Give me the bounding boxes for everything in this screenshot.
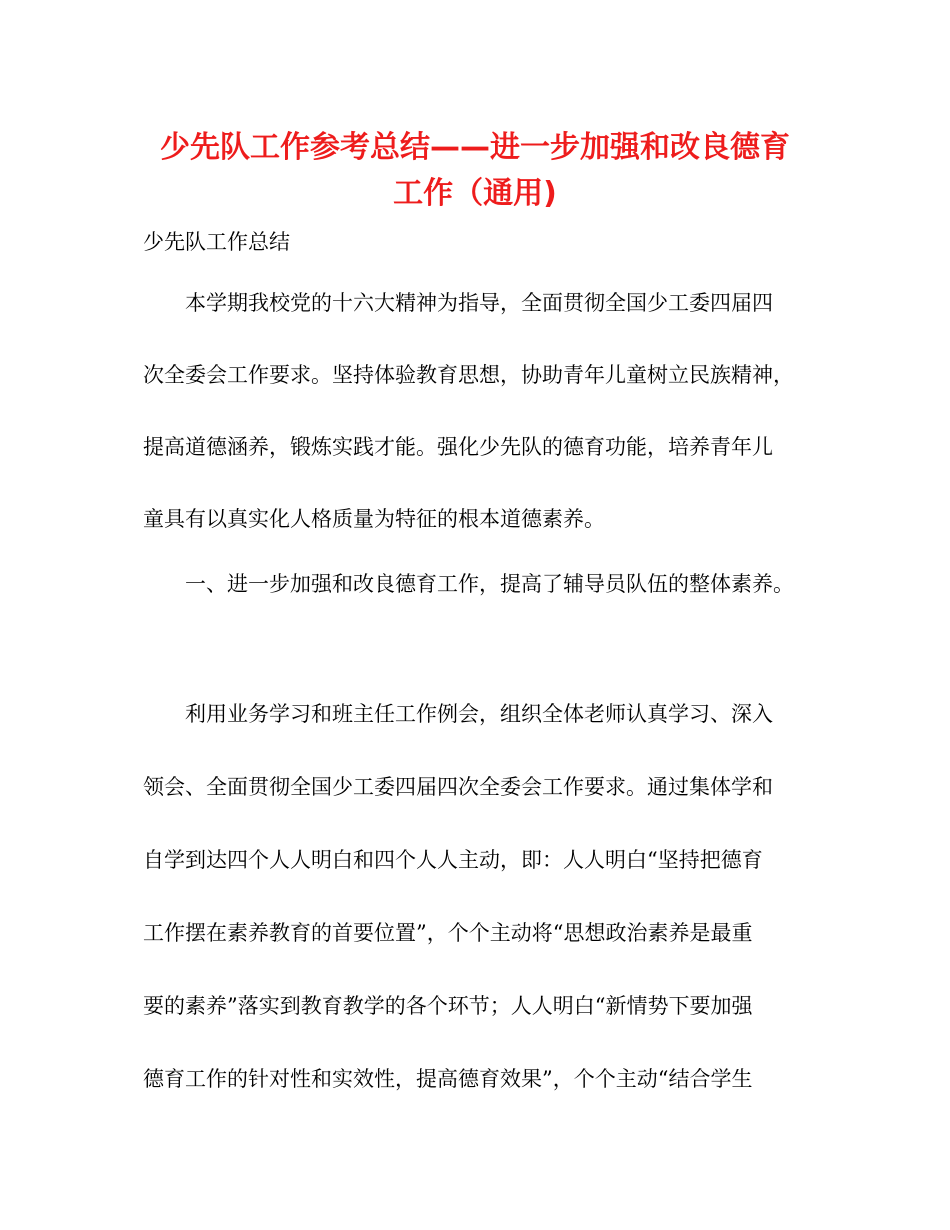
- paragraph-1-line-2: 次全委会工作要求。坚持体验教育思想，协助青年儿童树立民族精神，: [143, 363, 794, 387]
- paragraph-2-line-5: 要的素养”落实到教育教学的各个环节；人人明白“新情势下要加强: [143, 994, 753, 1018]
- paragraph-1-line-1: 本学期我校党的十六大精神为指导，全面贯彻全国少工委四届四: [185, 291, 773, 315]
- paragraph-2-line-3: 自学到达四个人人明白和四个人人主动，即：人人明白“坚持把德育: [143, 848, 763, 872]
- document-subtitle: 少先队工作总结: [143, 230, 290, 254]
- paragraph-2-line-1: 利用业务学习和班主任工作例会，组织全体老师认真学习、深入: [185, 702, 773, 726]
- paragraph-2-line-6: 德育工作的针对性和实效性，提高德育效果”，个个主动“结合学生: [143, 1067, 753, 1091]
- document-title-line-1: 少先队工作参考总结——进一步加强和改良德育: [160, 130, 790, 165]
- document-title-line-2: 工作（通用): [393, 176, 557, 211]
- paragraph-1-line-3: 提高道德涵养，锻炼实践才能。强化少先队的德育功能，培养青年儿: [143, 435, 773, 459]
- paragraph-2-line-2: 领会、全面贯彻全国少工委四届四次全委会工作要求。通过集体学和: [143, 775, 773, 799]
- section-heading-1: 一、进一步加强和改良德育工作，提高了辅导员队伍的整体素养。: [185, 572, 794, 596]
- paragraph-2-line-4: 工作摆在素养教育的首要位置”，个个主动将“思想政治素养是最重: [143, 921, 753, 945]
- paragraph-1-line-4: 童具有以真实化人格质量为特征的根本道德素养。: [143, 507, 605, 531]
